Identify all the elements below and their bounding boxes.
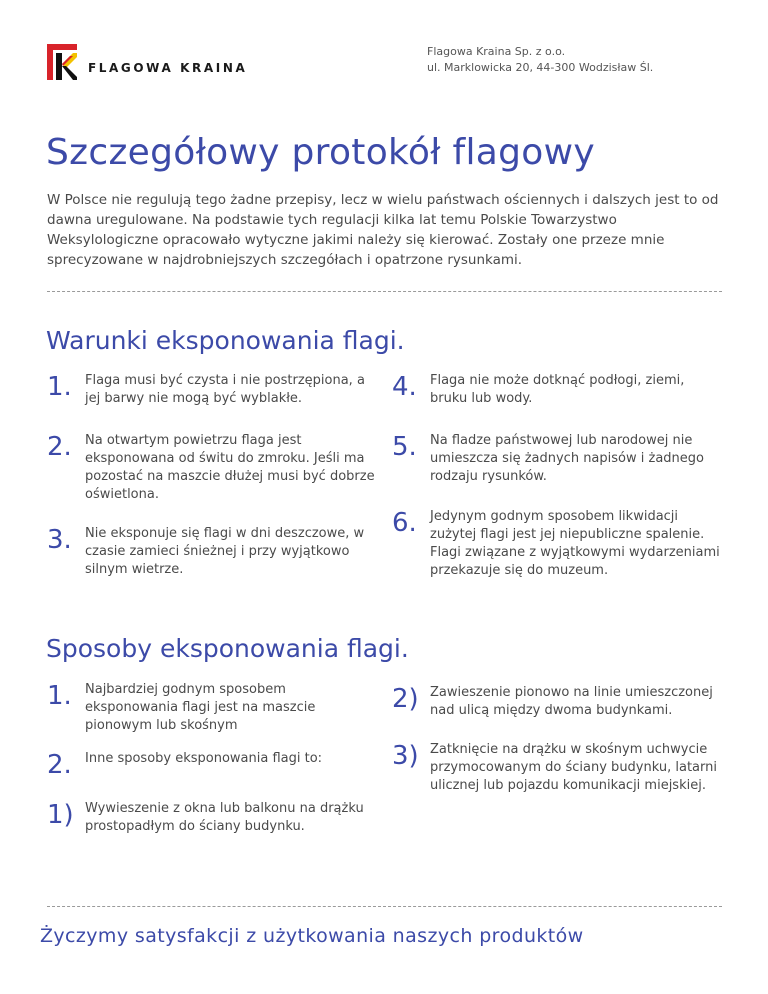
item-number: 1) xyxy=(47,800,74,830)
footer-slogan: Życzymy satysfakcji z użytkowania naszych produktów xyxy=(40,925,584,947)
divider-bottom xyxy=(47,906,722,907)
item-number: 2. xyxy=(47,432,72,462)
company-info xyxy=(427,44,653,76)
intro-paragraph: W Polsce nie regulują tego żadne przepisy, lecz w wielu państwach ościennych i dalszych jest to od dawna uregulowane. Na podstawie tych regulacji kilka lat temu Polskie Towarzystwo Weksylologiczne opracowało wytyczne jakimi należy się kierować. Zostały one przeze mnie sprecyzowane w najdrobniejszych szczegółach i opatrzone rysunkami. xyxy=(47,192,719,268)
item-text: Nie eksponuje się flagi w dni deszczowe, w czasie zamieci śnieżnej i przy wyjątkowo silnym wietrze. xyxy=(85,526,365,577)
item-number: 3) xyxy=(392,741,419,771)
brand-name: FLAGOWA KRAINA xyxy=(88,61,248,75)
flagowa-kraina-logo-icon xyxy=(47,44,77,80)
item-text: Zawieszenie pionowo na linie umieszczonej nad ulicą między dwoma budynkami. xyxy=(430,685,713,718)
divider-top xyxy=(47,291,722,292)
item-text: Na fladze państwowej lub narodowej nie umieszcza się żadnych napisów i żadnego rodzaju rysunków. xyxy=(430,433,704,484)
company-address: ul. Marklowicka 20, 44-300 Wodzisław Śl. xyxy=(427,61,654,74)
item-text: Flaga musi być czysta i nie postrzępiona, a jej barwy nie mogą być wyblakłe. xyxy=(85,373,365,406)
item-text: Flaga nie może dotknąć podłogi, ziemi, bruku lub wody. xyxy=(430,373,685,406)
item-number: 6. xyxy=(392,508,417,538)
item-number: 5. xyxy=(392,432,417,462)
item-number: 3. xyxy=(47,525,72,555)
section-heading-conditions: Warunki eksponowania flagi. xyxy=(46,326,405,355)
item-text: Wywieszenie z okna lub balkonu na drążku prostopadłym do ściany budynku. xyxy=(85,801,364,834)
item-number: 4. xyxy=(392,372,417,402)
page-header xyxy=(0,0,768,110)
section-heading-methods: Sposoby eksponowania flagi. xyxy=(46,634,409,663)
item-number: 1. xyxy=(47,681,72,711)
item-text: Zatknięcie na drążku w skośnym uchwycie przymocowanym do ściany budynku, latarni ulicznej lub pojazdu komunikacji miejskiej. xyxy=(430,742,717,793)
company-name: Flagowa Kraina Sp. z o.o. xyxy=(427,45,566,58)
item-number: 2. xyxy=(47,750,72,780)
page-title: Szczegółowy protokół flagowy xyxy=(46,132,595,173)
item-text: Inne sposoby eksponowania flagi to: xyxy=(85,751,323,766)
item-text: Najbardziej godnym sposobem eksponowania flagi jest na maszcie pionowym lub skośnym xyxy=(85,682,316,733)
item-number: 1. xyxy=(47,372,72,402)
item-text: Na otwartym powietrzu flaga jest eksponowana od świtu do zmroku. Jeśli ma pozostać na maszcie dłużej musi być dobrze oświetlona. xyxy=(85,433,375,502)
item-number: 2) xyxy=(392,684,419,714)
item-text: Jedynym godnym sposobem likwidacji zużytej flagi jest jej niepubliczne spalenie. Flagi związane z wyjątkowymi wydarzeniami przekazuje się do muzeum. xyxy=(430,509,720,578)
